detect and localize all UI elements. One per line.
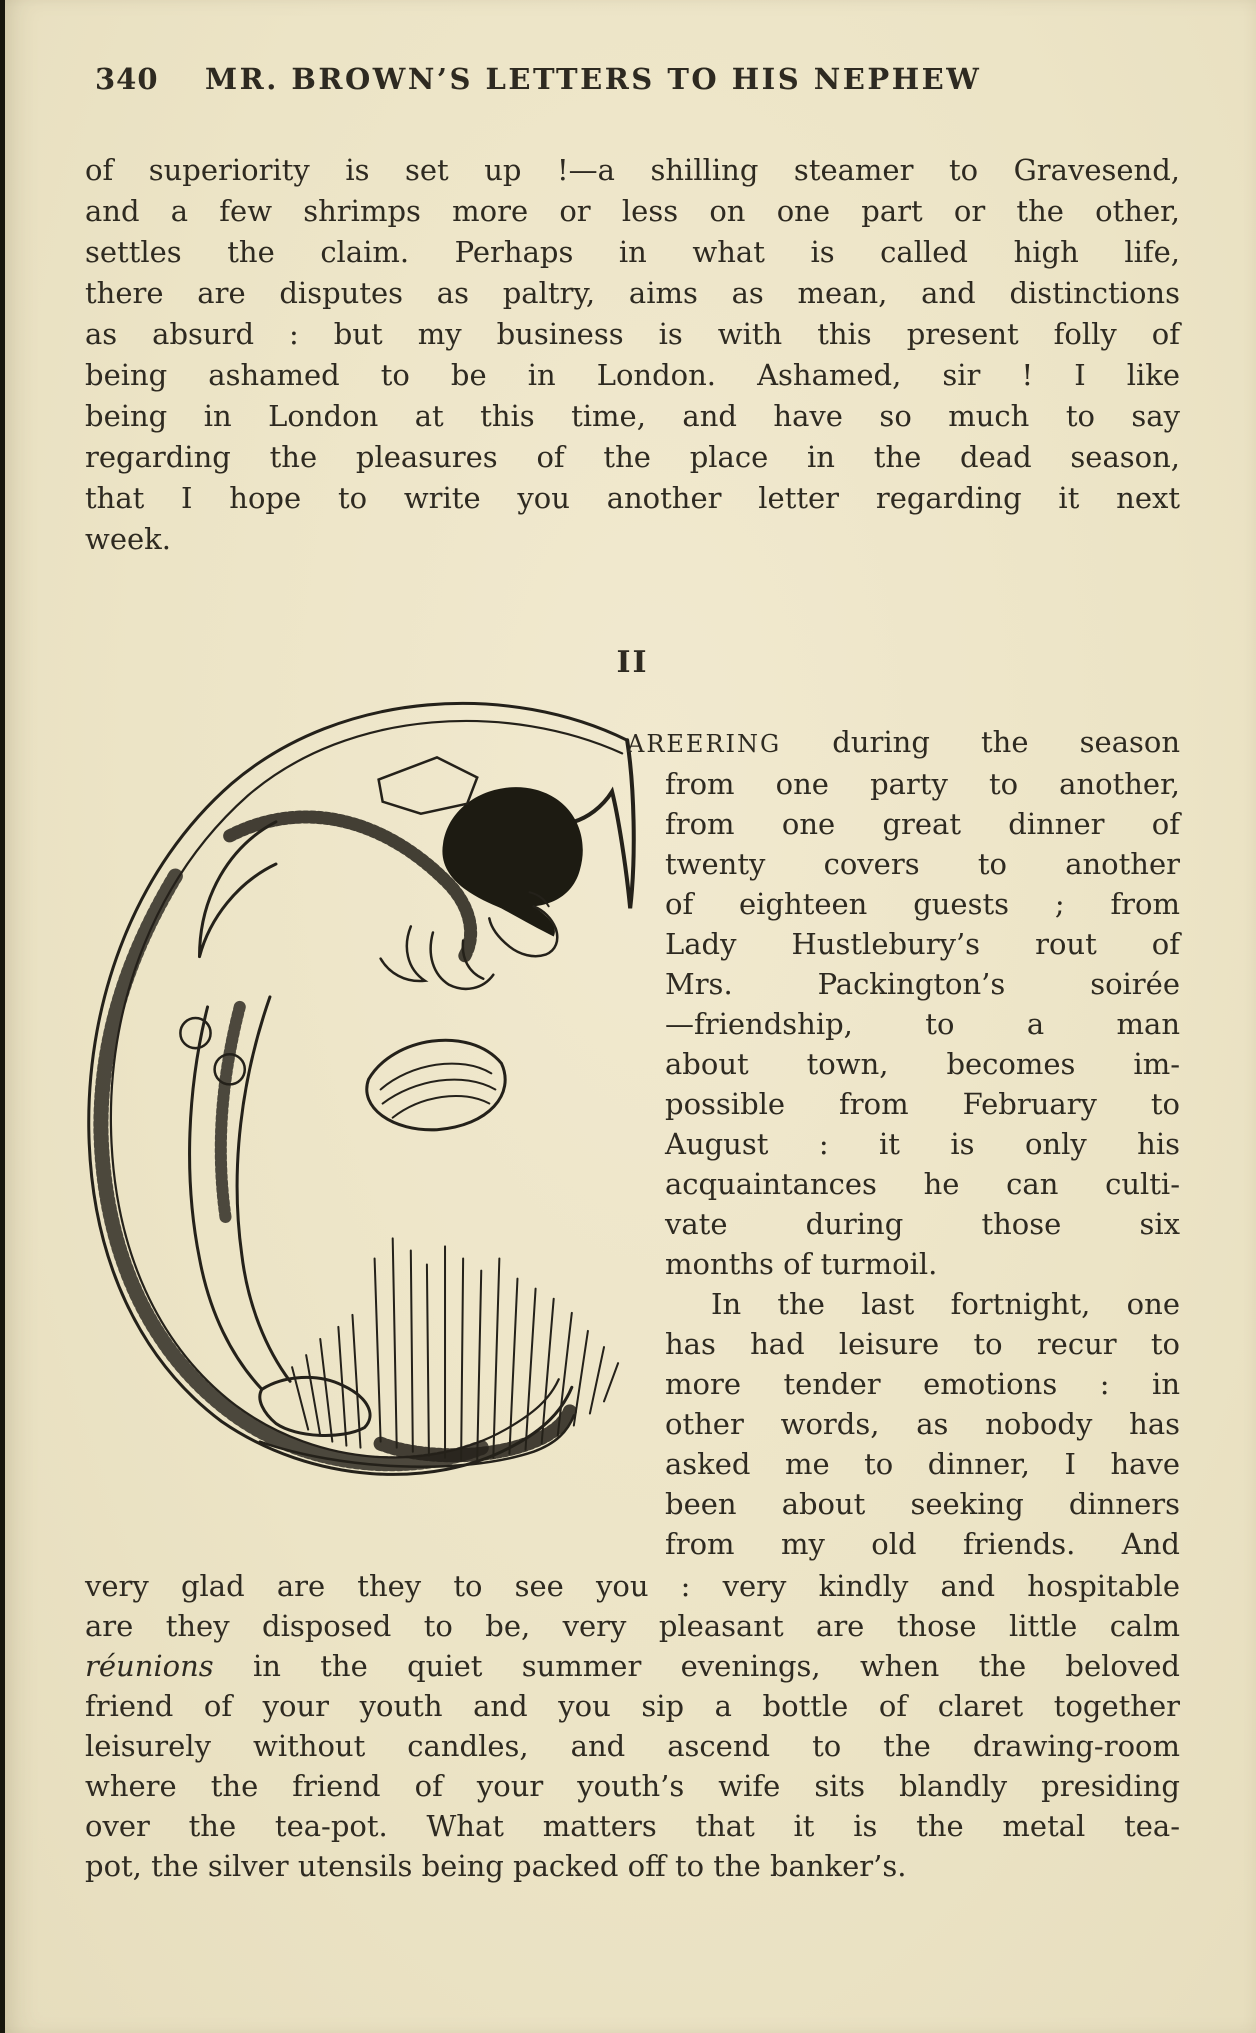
- text-line: that I hope to write you another letter regarding it next: [85, 481, 1180, 515]
- text-line: In the last fortnight, one: [711, 1287, 1180, 1321]
- c-curve-hatching: [101, 876, 481, 1464]
- text-line: months of turmoil.: [665, 1247, 938, 1281]
- text-line: there are disputes as paltry, aims as mean, and distinctions: [85, 276, 1180, 310]
- scan-gutter-edge: [0, 0, 5, 2033]
- text-line: other words, as nobody has: [665, 1407, 1180, 1441]
- text-line: AREERING during the season: [627, 725, 1180, 759]
- initial-letter-illustration: [78, 695, 643, 1500]
- paragraph-2-and-3: [627, 722, 1180, 1564]
- text-line: acquaintances he can culti-: [665, 1167, 1180, 1201]
- text-line: more tender emotions : in: [665, 1367, 1180, 1401]
- text-line: and a few shrimps more or less on one part or the other,: [85, 194, 1180, 228]
- text-line: Lady Hustlebury’s rout of: [665, 927, 1180, 961]
- figure-coat: [230, 817, 471, 959]
- paragraph-2: [627, 722, 1180, 1284]
- figure-back: [200, 822, 276, 957]
- text-line: being ashamed to be in London. Ashamed, sir ! I like: [85, 358, 1180, 392]
- text-line: of eighteen guests ; from: [665, 887, 1180, 921]
- page-number: 340: [95, 62, 159, 96]
- text-line: pot, the silver utensils being packed off to the banker’s.: [85, 1849, 907, 1883]
- text-line: asked me to dinner, I have: [665, 1447, 1180, 1481]
- text-line: regarding the pleasures of the place in the dead season,: [85, 440, 1180, 474]
- text-line: where the friend of your youth’s wife sits blandly presiding: [85, 1769, 1180, 1803]
- paragraph-3: [665, 1284, 1180, 1564]
- text-line: leisurely without candles, and ascend to the drawing-room: [85, 1729, 1180, 1763]
- text-line: possible from February to: [665, 1087, 1180, 1121]
- running-title: MR. BROWN’S LETTERS TO HIS NEPHEW: [205, 62, 982, 96]
- text-line: August : it is only his: [665, 1127, 1180, 1161]
- page-header: [85, 62, 1180, 106]
- grass-short: [292, 1315, 360, 1448]
- coat-button-1: [180, 1018, 210, 1048]
- text-line: week.: [85, 522, 171, 556]
- figure-bag-hatch: [381, 1064, 496, 1118]
- text-line: as absurd : but my business is with this present folly of: [85, 317, 1180, 351]
- grass-tall: [375, 1238, 619, 1459]
- text-line: friend of your youth and you sip a bottle of claret together: [85, 1689, 1180, 1723]
- text-line: over the tea-pot. What matters that it is the metal tea-: [85, 1809, 1180, 1843]
- text-line: of superiority is set up !—a shilling steamer to Gravesend,: [85, 153, 1180, 187]
- paragraph-1: [85, 150, 1180, 560]
- text-line: being in London at this time, and have so much to say: [85, 399, 1180, 433]
- text-line: very glad are they to see you : very kindly and hospitable: [85, 1569, 1180, 1603]
- text-line: settles the claim. Perhaps in what is called high life,: [85, 235, 1180, 269]
- text-line: has had leisure to recur to: [665, 1327, 1180, 1361]
- c-hook: [574, 740, 634, 908]
- text-line: are they disposed to be, very pleasant are those little calm: [85, 1609, 1180, 1643]
- text-line: vate during those six: [665, 1207, 1180, 1241]
- text-line: —friendship, to a man: [665, 1007, 1180, 1041]
- figure-leg-front: [237, 997, 290, 1381]
- text-line: from one party to another,: [665, 767, 1180, 801]
- text-line: from my old friends. And: [665, 1527, 1180, 1561]
- section-heading: II: [616, 645, 649, 680]
- closing-paragraph: [85, 1566, 1180, 1886]
- text-line: Mrs. Packington’s soirée: [665, 967, 1180, 1001]
- text-line: about town, becomes im-: [665, 1047, 1180, 1081]
- text-line: been about seeking dinners: [665, 1487, 1180, 1521]
- text-line: twenty covers to another: [665, 847, 1180, 881]
- figure-cap: [379, 757, 478, 813]
- text-line: réunions in the quiet summer evenings, when the beloved: [85, 1649, 1180, 1683]
- text-line: from one great dinner of: [665, 807, 1180, 841]
